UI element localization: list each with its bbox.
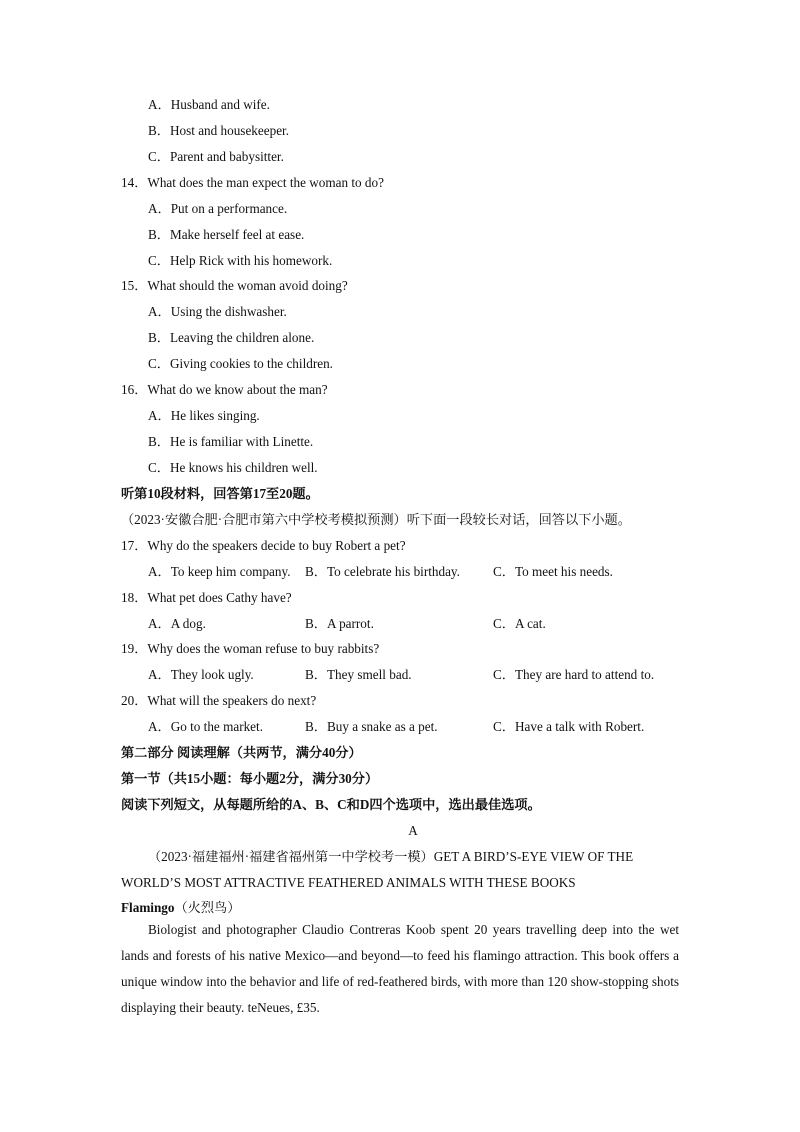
q14-question: 14．What does the man expect the woman to do? <box>121 175 384 190</box>
q17-question: 17．Why do the speakers decide to buy Robert a pet? <box>121 538 406 553</box>
q17-option-c: C．To meet his needs. <box>493 564 613 579</box>
part2-heading: 第二部分 阅读理解（共两节，满分40分） <box>121 745 362 760</box>
q18-option-c: C．A cat. <box>493 616 546 631</box>
q15-question: 15．What should the woman avoid doing? <box>121 278 348 293</box>
section10-heading: 听第10段材料，回答第17至20题。 <box>121 486 319 501</box>
q19-question: 19．Why does the woman refuse to buy rabbits? <box>121 641 380 656</box>
q17-option-b: B．To celebrate his birthday. <box>305 564 460 579</box>
q13-option-c: C．Parent and babysitter. <box>148 149 284 164</box>
reading-instructions: 阅读下列短文，从每题所给的A、B、C和D四个选项中，选出最佳选项。 <box>121 797 541 812</box>
q13-option-a: A．Husband and wife. <box>148 97 270 112</box>
q14-option-a: A．Put on a performance. <box>148 201 288 216</box>
q18-option-a: A．A dog. <box>148 616 206 631</box>
q19-option-a: A．They look ugly. <box>148 667 254 682</box>
q15-option-a: A．Using the dishwasher. <box>148 304 287 319</box>
passage-title-cn: （火烈鸟） <box>174 900 241 915</box>
q18-option-b: B．A parrot. <box>305 616 374 631</box>
q14-option-b: B．Make herself feel at ease. <box>148 227 305 242</box>
q19-option-b: B．They smell bad. <box>305 667 412 682</box>
passage-body: Biologist and photographer Claudio Contreras Koob spent 20 years travelling deep into the wet lands and forests of his native Mexico—and beyond—to feed his flamingo attraction. This book offers a unique window into the behavior and life of red-feathered birds, with more than 120 show-stopping shots displaying their beauty. teNeues, £35. <box>121 922 679 1015</box>
q16-option-a: A．He likes singing. <box>148 408 260 423</box>
passage-title: Flamingo <box>121 900 175 915</box>
passage-source-line2: WORLD’S MOST ATTRACTIVE FEATHERED ANIMALS WITH THESE BOOKS <box>121 875 576 890</box>
q17-option-a: A．To keep him company. <box>148 564 291 579</box>
q20-question: 20．What will the speakers do next? <box>121 693 317 708</box>
q15-option-c: C．Giving cookies to the children. <box>148 356 333 371</box>
passage-title-row <box>121 899 240 917</box>
q18-question: 18．What pet does Cathy have? <box>121 590 292 605</box>
q13-option-b: B．Host and housekeeper. <box>148 123 290 138</box>
q16-question: 16．What do we know about the man? <box>121 382 328 397</box>
section1-heading: 第一节（共15小题：每小题2分，满分30分） <box>121 771 379 786</box>
q16-option-c: C．He knows his children well. <box>148 460 318 475</box>
q16-option-b: B．He is familiar with Linette. <box>148 434 314 449</box>
q20-option-c: C．Have a talk with Robert. <box>493 719 645 734</box>
q15-option-b: B．Leaving the children alone. <box>148 330 315 345</box>
q20-option-b: B．Buy a snake as a pet. <box>305 719 438 734</box>
q19-option-c: C．They are hard to attend to. <box>493 667 655 682</box>
q14-option-c: C．Help Rick with his homework. <box>148 253 333 268</box>
passage-letter: A <box>408 823 418 838</box>
passage-source-line1: （2023·福建福州·福建省福州第一中学校考一模）GET A BIRD’S-EYE VIEW OF THE <box>148 849 634 864</box>
section10-source: （2023·安徽合肥·合肥市第六中学校考模拟预测）听下面一段较长对话，回答以下小题。 <box>121 512 631 527</box>
q20-option-a: A．Go to the market. <box>148 719 263 734</box>
